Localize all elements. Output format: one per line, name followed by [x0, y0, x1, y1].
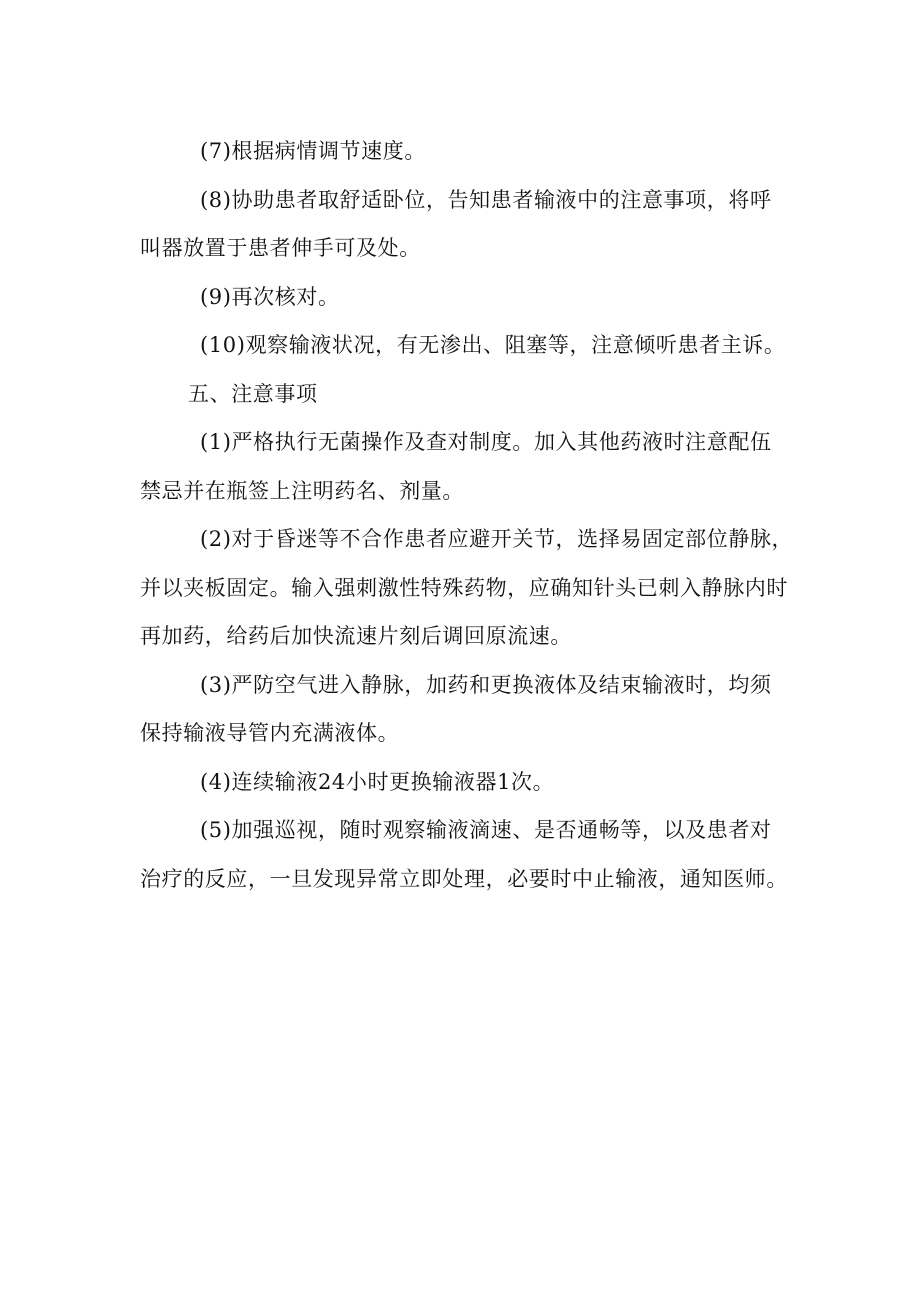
text-line: (10)观察输液状况，有无渗出、阻塞等，注意倾听患者主诉。	[200, 333, 786, 357]
text-line: (3)严防空气进入静脉，加药和更换液体及结束输液时，均须	[200, 672, 772, 697]
text-line: 叫器放置于患者伸手可及处。	[140, 236, 421, 260]
text-line: (4)连续输液24小时更换输液器1次。	[200, 769, 555, 794]
text-line: (2)对于昏迷等不合作患者应避开关节，选择易固定部位静脉，	[200, 527, 794, 551]
text-line: (5)加强巡视，随时观察输液滴速、是否通畅等，以及患者对	[200, 818, 772, 842]
text-line: 治疗的反应，一旦发现异常立即处理，必要时中止输液，通知医师。	[140, 866, 788, 891]
text-line: (7)根据病情调节速度。	[200, 139, 426, 163]
document-body	[140, 127, 800, 903]
text-line: 禁忌并在瓶签上注明药名、剂量。	[140, 478, 464, 503]
text-line: 再加药，给药后加快流速片刻后调回原流速。	[140, 624, 572, 648]
section-heading: 五、注意事项	[188, 381, 318, 406]
text-line: 保持输液导管内充满液体。	[140, 721, 400, 745]
text-line: (1)严格执行无菌操作及查对制度。加入其他药液时注意配伍	[200, 430, 772, 454]
text-line: (9)再次核对。	[200, 284, 340, 309]
text-line: (8)协助患者取舒适卧位，告知患者输液中的注意事项，将呼	[200, 187, 772, 212]
text-line: 并以夹板固定。输入强刺激性特殊药物，应确知针头已刺入静脉内时	[140, 575, 788, 600]
